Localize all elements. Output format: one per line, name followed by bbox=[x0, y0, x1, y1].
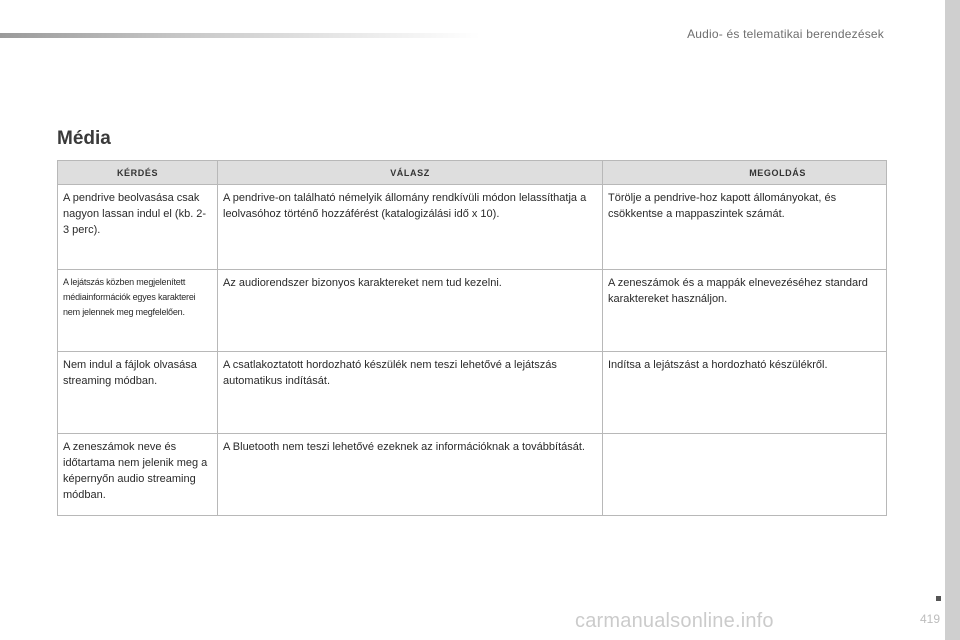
solution-cell: A zeneszámok és a mappák elnevezéséhez standard karaktereket használjon. bbox=[603, 270, 887, 352]
watermark: carmanualsonline.info bbox=[575, 610, 774, 632]
table-row bbox=[58, 185, 887, 270]
header-rule bbox=[0, 33, 480, 38]
column-header-answer: VÁLASZ bbox=[218, 161, 603, 185]
table-row bbox=[58, 270, 887, 352]
column-header-question: KÉRDÉS bbox=[58, 161, 218, 185]
section-title: Média bbox=[57, 128, 111, 149]
answer-cell: A Bluetooth nem teszi lehetővé ezeknek az információknak a továbbítását. bbox=[218, 434, 603, 516]
table-row bbox=[58, 352, 887, 434]
chapter-title: Audio- és telematikai berendezések bbox=[687, 27, 884, 41]
answer-cell: A pendrive-on található némelyik állomány rendkívüli módon lelassíthatja a leolvasóhoz történő hozzáférést (katalogizálási idő x 10). bbox=[218, 185, 603, 270]
page-number: 419 bbox=[919, 612, 940, 626]
answer-cell: A csatlakoztatott hordozható készülék nem teszi lehetővé a lejátszás automatikus indítását. bbox=[218, 352, 603, 434]
solution-cell: Indítsa a lejátszást a hordozható készülékről. bbox=[603, 352, 887, 434]
question-cell: A pendrive beolvasása csak nagyon lassan indul el (kb. 2-3 perc). bbox=[58, 185, 218, 270]
question-cell: A lejátszás közben megjelenített médiainformációk egyes karakterei nem jelennek meg megfelelően. bbox=[58, 270, 218, 352]
answer-cell: Az audiorendszer bizonyos karaktereket nem tud kezelni. bbox=[218, 270, 603, 352]
question-cell: Nem indul a fájlok olvasása streaming módban. bbox=[58, 352, 218, 434]
column-header-solution: MEGOLDÁS bbox=[603, 161, 887, 185]
solution-cell: Törölje a pendrive-hoz kapott állományokat, és csökkentse a mappaszintek számát. bbox=[603, 185, 887, 270]
question-cell: A zeneszámok neve és időtartama nem jelenik meg a képernyőn audio streaming módban. bbox=[58, 434, 218, 516]
page-marker bbox=[936, 596, 941, 601]
solution-cell bbox=[603, 434, 887, 516]
table-header-row bbox=[58, 161, 887, 185]
page-edge-bar bbox=[945, 0, 960, 640]
table-row bbox=[58, 434, 887, 516]
faq-table bbox=[57, 160, 887, 516]
